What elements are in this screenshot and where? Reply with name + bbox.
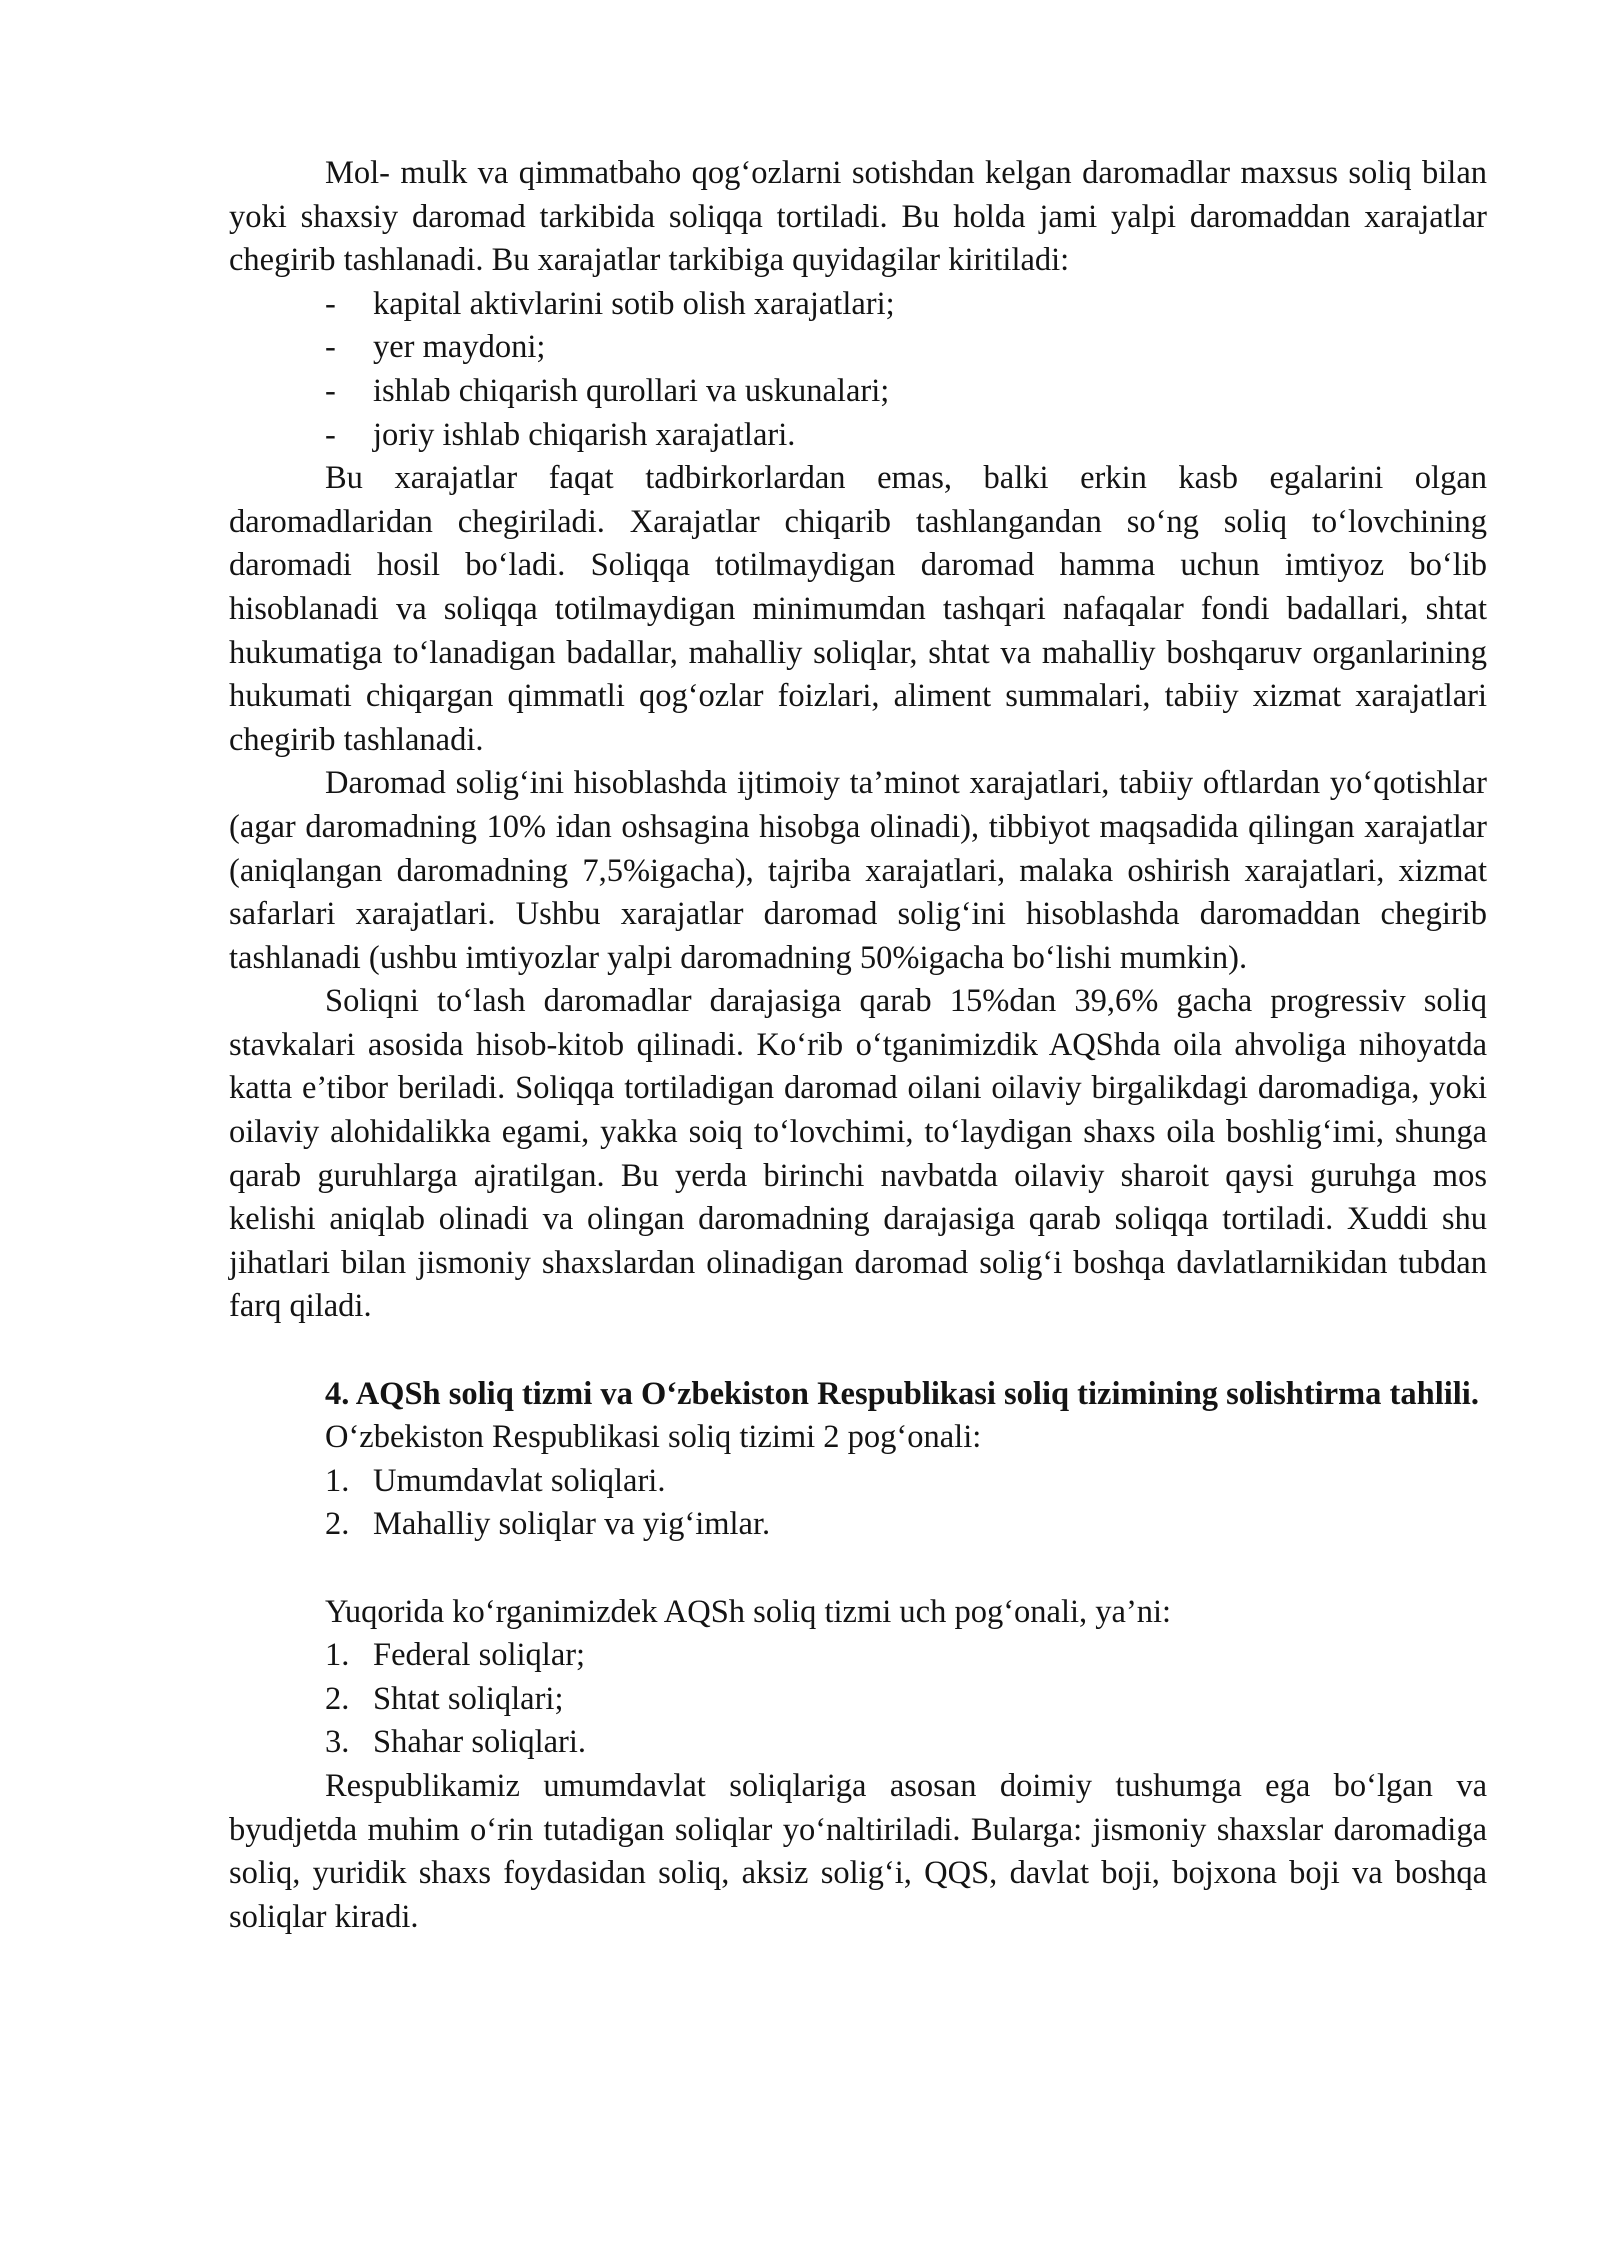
list-item-text: Umumdavlat soliqlari.	[373, 1462, 666, 1499]
list-item	[229, 1503, 1487, 1547]
list-marker: 2.	[325, 1506, 350, 1543]
list-item-text: kapital aktivlarini sotib olish xarajatlari;	[373, 285, 895, 322]
list-item	[229, 370, 1487, 414]
list-marker: -	[325, 372, 336, 409]
list-item-text: Mahalliy soliqlar va yig‘imlar.	[373, 1506, 771, 1543]
list-marker: 1.	[325, 1637, 350, 1674]
list-item	[229, 326, 1487, 370]
expense-list	[229, 283, 1487, 457]
list-item	[229, 1634, 1487, 1678]
list-marker: 1.	[325, 1462, 350, 1499]
paragraph-uzbekistan-tax-system: O‘zbekiston Respublikasi soliq tizimi 2 pog‘onali:	[325, 1419, 982, 1456]
list-item-text: Shahar soliqlari.	[373, 1724, 587, 1761]
list-marker: -	[325, 285, 336, 322]
document-page	[229, 152, 1487, 1939]
list-item	[229, 283, 1487, 327]
list-item-text: Shtat soliqlari;	[373, 1680, 564, 1717]
list-item-text: Federal soliqlar;	[373, 1637, 586, 1674]
list-item	[229, 1721, 1487, 1765]
usa-tax-levels-list	[229, 1634, 1487, 1765]
list-item	[229, 1678, 1487, 1722]
list-marker: -	[325, 329, 336, 366]
list-item-text: yer maydoni;	[373, 329, 546, 366]
uzbekistan-tax-levels-list	[229, 1460, 1487, 1547]
paragraph-usa-tax-system: Yuqorida ko‘rganimizdek AQSh soliq tizmi uch pog‘onali, ya’ni:	[325, 1593, 1172, 1630]
paragraph-property-income: Mol- mulk va qimmatbaho qog‘ozlarni sotishdan kelgan daromadlar maxsus soliq bilan yoki shaxsiy daromad tarkibida soliqqa tortiladi. Bu holda jami yalpi daromaddan xarajatlar chegirib tashlanadi. Bu xarajatlar tarkibiga quyidagilar kiritiladi:	[229, 155, 1487, 279]
list-item	[229, 1460, 1487, 1504]
list-marker: 3.	[325, 1724, 350, 1761]
list-item	[229, 414, 1487, 458]
list-item-text: joriy ishlab chiqarish xarajatlari.	[373, 416, 796, 453]
list-marker: -	[325, 416, 336, 453]
paragraph-progressive-rates: Soliqni to‘lash daromadlar darajasiga qarab 15%dan 39,6% gacha progressiv soliq stavkalari asosida hisob-kitob qilinadi. Ko‘rib o‘tganimizdik AQShda oila ahvoliga nihoyatda katta e’tibor beriladi. Soliqqa tortiladigan daromad oilani oilaviy birgalikdagi daromadiga, yoki oilaviy alohidalikka egami, yakka soiq to‘lovchimi, to‘laydigan shaxs oila boshlig‘imi, shunga qarab guruhlarga ajratilgan. Bu yerda birinchi navbatda oilaviy sharoit qaysi guruhga mos kelishi aniqlab olinadi va olingan daromadning darajasiga qarab soliqqa tortiladi. Xuddi shu jihatlari bilan jismoniy shaxslardan olinadigan daromad solig‘i boshqa davlatlarnikidan tubdan farq qiladi.	[229, 983, 1487, 1325]
list-marker: 2.	[325, 1680, 350, 1717]
list-item-text: ishlab chiqarish qurollari va uskunalari;	[373, 372, 890, 409]
paragraph-national-taxes: Respublikamiz umumdavlat soliqlariga asosan doimiy tushumga ega bo‘lgan va byudjetda muhim o‘rin tutadigan soliqlar yo‘naltiriladi. Bularga: jismoniy shaxslar daromadiga soliq, yuridik shaxs foydasidan soliq, aksiz solig‘i, QQS, davlat boji, bojxona boji va boshqa soliqlar kiradi.	[229, 1767, 1487, 1935]
section-heading: 4. AQSh soliq tizmi va O‘zbekiston Respublikasi soliq tizimining solishtirma tahlili.	[325, 1375, 1479, 1412]
paragraph-income-tax: Daromad solig‘ini hisoblashda ijtimoiy ta’minot xarajatlari, tabiiy oftlardan yo‘qotishlar (agar daromadning 10% idan oshsagina hisobga olinadi), tibbiyot maqsadida qilingan xarajatlar (aniqlangan daromadning 7,5%igacha), tajriba xarajatlari, malaka oshirish xarajatlari, xizmat safarlari xarajatlari. Ushbu xarajatlar daromad solig‘ini hisoblashda daromaddan chegirib tashlanadi (ushbu imtiyozlar yalpi daromadning 50%igacha bo‘lishi mumkin).	[229, 765, 1487, 976]
paragraph-deductions: Bu xarajatlar faqat tadbirkorlardan emas, balki erkin kasb egalarini olgan daromadlaridan chegiriladi. Xarajatlar chiqarib tashlangandan so‘ng soliq to‘lovchining daromadi hosil bo‘ladi. Soliqqa totilmaydigan daromad hamma uchun imtiyoz bo‘lib hisoblanadi va soliqqa totilmaydigan minimumdan tashqari nafaqalar fondi badallari, shtat hukumatiga to‘lanadigan badallar, mahalliy soliqlar, shtat va mahalliy boshqaruv organlarining hukumati chiqargan qimmatli qog‘ozlar foizlari, aliment summalari, tabiiy xizmat xarajatlari chegirib tashlanadi.	[229, 460, 1487, 758]
